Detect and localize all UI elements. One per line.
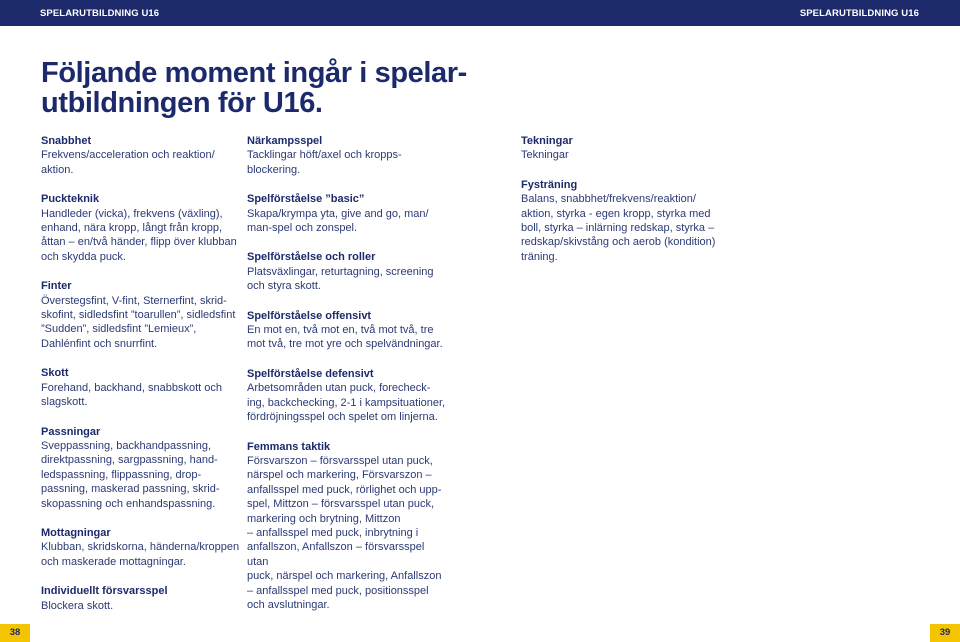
page-number-right: 39 bbox=[930, 624, 960, 642]
section-body: Skapa/krympa yta, give and go, man/ man-spel och zonspel. bbox=[247, 207, 429, 235]
section-heading: Individuellt försvarsspel bbox=[41, 585, 168, 598]
page-title: Följande moment ingår i spelar- utbildningen för U16. bbox=[41, 57, 467, 119]
section-body: Försvarszon – försvarsspel utan puck, närspel och markering, Försvarszon – anfallsspel med puck, rörlighet och upp- spel, Mittzon – försvarsspel utan puck, markering och brytning, Mittzon – anfallsspel med puck, inbrytning i anfallszon, Anfallszon – försvarsspel utan puck, närspel och markering, Anfallszon – anfallsspel med puck, positionsspel och avslutningar. bbox=[247, 454, 442, 611]
section-narkampsspel bbox=[247, 134, 447, 177]
section-heading: Finter bbox=[41, 280, 72, 293]
section-mottagningar bbox=[41, 526, 246, 569]
section-heading: Mottagningar bbox=[41, 526, 111, 539]
section-body: Handleder (vicka), frekvens (växling), enhand, nära kropp, långt från kropp, åttan – en/två händer, flipp över klubban och skydda puck. bbox=[41, 207, 237, 263]
section-heading: Fysträning bbox=[521, 178, 578, 191]
page-number-left: 38 bbox=[0, 624, 30, 642]
section-spelforstaelse-roller bbox=[247, 250, 447, 293]
section-heading: Närkampsspel bbox=[247, 135, 323, 147]
section-body: Överstegsfint, V-fint, Sternerfint, skrid- skofint, sidledsfint ”toarullen”, sidledsfint ”Sudden”, sidledsfint ”Lemieux”, Dahlénfint och snurrfint. bbox=[41, 294, 236, 350]
section-spelforstaelse-offensivt bbox=[247, 309, 447, 352]
section-heading: Femmans taktik bbox=[247, 440, 331, 453]
section-heading: Snabbhet bbox=[41, 135, 92, 147]
section-body: Klubban, skridskorna, händerna/kroppen och maskerade mottagningar. bbox=[41, 541, 240, 568]
section-heading: Spelförståelse defensivt bbox=[247, 367, 374, 380]
section-heading: Skott bbox=[41, 367, 69, 380]
section-skott bbox=[41, 366, 246, 409]
section-heading: Passningar bbox=[41, 425, 101, 438]
section-body: Sveppassning, backhandpassning, direktpassning, sargpassning, hand- ledspassning, flippassning, drop- passning, maskerad passning, skrid- skopassning och enhandspassning. bbox=[41, 439, 220, 510]
section-body: Tacklingar höft/axel och kropps- blockering. bbox=[247, 149, 402, 176]
section-heading: Puckteknik bbox=[41, 193, 100, 206]
section-heading: Spelförståelse och roller bbox=[247, 251, 376, 264]
section-body: Tekningar bbox=[521, 149, 569, 162]
header-left-label: SPELARUTBILDNING U16 bbox=[40, 8, 160, 19]
column-left bbox=[41, 134, 246, 628]
section-heading: Spelförståelse offensivt bbox=[247, 309, 372, 322]
section-body: En mot en, två mot en, två mot två, tre mot två, tre mot yre och spelvändningar. bbox=[247, 324, 443, 351]
column-right bbox=[521, 134, 721, 279]
section-finter bbox=[41, 279, 246, 351]
section-spelforstaelse-defensivt bbox=[247, 367, 447, 425]
section-body: Platsväxlingar, returtagning, screening och styra skott. bbox=[247, 265, 434, 293]
section-puckteknik bbox=[41, 192, 246, 264]
section-femmans-taktik bbox=[247, 440, 447, 613]
header-bar bbox=[0, 0, 960, 26]
section-snabbhet bbox=[41, 134, 246, 177]
section-body: Balans, snabbhet/frekvens/reaktion/ aktion, styrka - egen kropp, styrka med boll, styrka – inlärning redskap, styrka – redskap/skivstång och aerob (kondition) träning. bbox=[521, 193, 716, 263]
section-fystraning bbox=[521, 178, 721, 264]
section-body: Blockera skott. bbox=[41, 599, 114, 612]
section-body: Arbetsområden utan puck, forecheck- ing, backchecking, 2-1 i kampsituationer, fördröjningsspel och spelet om linjerna. bbox=[247, 382, 446, 424]
section-passningar bbox=[41, 425, 246, 511]
section-heading: Spelförståelse ”basic” bbox=[247, 193, 365, 206]
section-individuellt-forsvarsspel bbox=[41, 584, 246, 613]
section-body: Forehand, backhand, snabbskott och slagskott. bbox=[41, 381, 223, 409]
section-body: Frekvens/acceleration och reaktion/ aktion. bbox=[41, 149, 215, 176]
section-tekningar bbox=[521, 134, 721, 163]
header-right-label: SPELARUTBILDNING U16 bbox=[799, 8, 919, 19]
section-spelforstaelse-basic bbox=[247, 192, 447, 235]
column-middle bbox=[247, 134, 447, 627]
section-heading: Tekningar bbox=[521, 135, 573, 147]
